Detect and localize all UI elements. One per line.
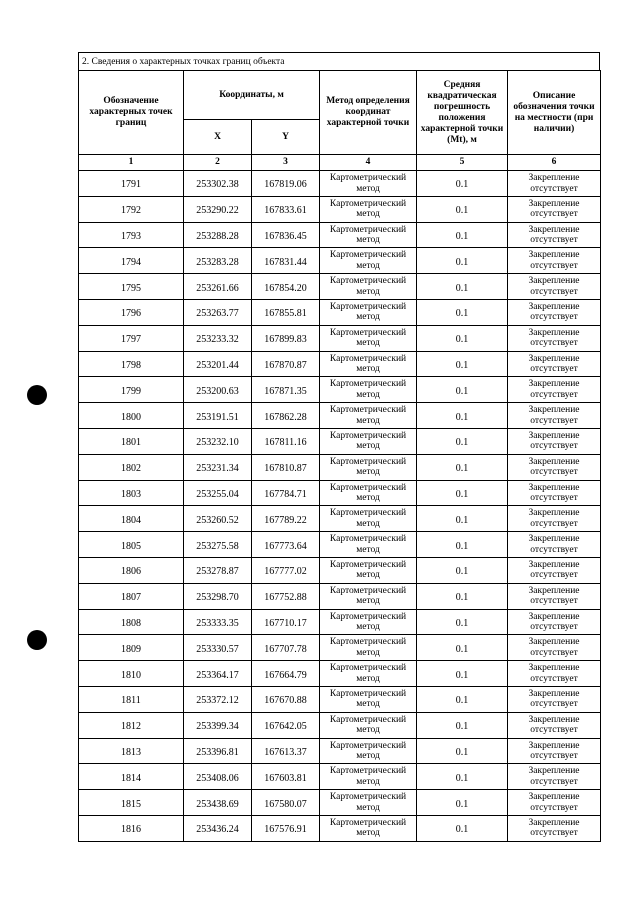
- description-cell: Закрепление отсутствует: [508, 299, 601, 325]
- y-coordinate-cell: 167870.87: [252, 351, 320, 377]
- point-cell: 1809: [79, 635, 184, 661]
- error-cell: 0.1: [417, 299, 508, 325]
- point-cell: 1807: [79, 583, 184, 609]
- table-row: [79, 351, 601, 377]
- x-coordinate-cell: 253364.17: [184, 661, 252, 687]
- error-cell: 0.1: [417, 196, 508, 222]
- x-coordinate-cell: 253201.44: [184, 351, 252, 377]
- x-coordinate-cell: 253396.81: [184, 738, 252, 764]
- method-cell: Картометрический метод: [320, 557, 417, 583]
- description-cell: Закрепление отсутствует: [508, 480, 601, 506]
- method-cell: Картометрический метод: [320, 351, 417, 377]
- error-cell: 0.1: [417, 764, 508, 790]
- x-coordinate-cell: 253399.34: [184, 712, 252, 738]
- point-cell: 1810: [79, 661, 184, 687]
- x-coordinate-cell: 253302.38: [184, 171, 252, 197]
- punch-hole: [27, 630, 47, 650]
- x-coordinate-cell: 253200.63: [184, 377, 252, 403]
- error-cell: 0.1: [417, 351, 508, 377]
- method-cell: Картометрический метод: [320, 248, 417, 274]
- table-row: [79, 299, 601, 325]
- y-coordinate-cell: 167707.78: [252, 635, 320, 661]
- table-row: [79, 583, 601, 609]
- point-cell: 1791: [79, 171, 184, 197]
- description-cell: Закрепление отсутствует: [508, 171, 601, 197]
- x-coordinate-cell: 253233.32: [184, 325, 252, 351]
- table-row: [79, 480, 601, 506]
- method-cell: Картометрический метод: [320, 815, 417, 841]
- y-coordinate-cell: 167836.45: [252, 222, 320, 248]
- table-row: [79, 274, 601, 300]
- description-cell: Закрепление отсутствует: [508, 686, 601, 712]
- x-coordinate-cell: 253438.69: [184, 790, 252, 816]
- y-coordinate-cell: 167603.81: [252, 764, 320, 790]
- error-cell: 0.1: [417, 609, 508, 635]
- point-cell: 1793: [79, 222, 184, 248]
- error-cell: 0.1: [417, 712, 508, 738]
- table-row: [79, 712, 601, 738]
- point-cell: 1792: [79, 196, 184, 222]
- point-cell: 1799: [79, 377, 184, 403]
- error-cell: 0.1: [417, 274, 508, 300]
- x-coordinate-cell: 253288.28: [184, 222, 252, 248]
- y-coordinate-cell: 167752.88: [252, 583, 320, 609]
- point-cell: 1802: [79, 454, 184, 480]
- y-coordinate-cell: 167862.28: [252, 403, 320, 429]
- error-cell: 0.1: [417, 557, 508, 583]
- x-coordinate-cell: 253275.58: [184, 532, 252, 558]
- error-cell: 0.1: [417, 532, 508, 558]
- boundary-points-table: [78, 70, 601, 842]
- method-cell: Картометрический метод: [320, 299, 417, 325]
- description-cell: Закрепление отсутствует: [508, 609, 601, 635]
- description-cell: Закрепление отсутствует: [508, 377, 601, 403]
- y-coordinate-cell: 167777.02: [252, 557, 320, 583]
- y-coordinate-cell: 167580.07: [252, 790, 320, 816]
- error-cell: 0.1: [417, 480, 508, 506]
- y-coordinate-cell: 167899.83: [252, 325, 320, 351]
- description-cell: Закрепление отсутствует: [508, 274, 601, 300]
- method-cell: Картометрический метод: [320, 222, 417, 248]
- error-cell: 0.1: [417, 738, 508, 764]
- error-cell: 0.1: [417, 583, 508, 609]
- error-cell: 0.1: [417, 454, 508, 480]
- table-row: [79, 377, 601, 403]
- table-row: [79, 403, 601, 429]
- punch-hole: [27, 385, 47, 405]
- y-coordinate-cell: 167833.61: [252, 196, 320, 222]
- y-coordinate-cell: 167789.22: [252, 506, 320, 532]
- description-cell: Закрепление отсутствует: [508, 403, 601, 429]
- y-coordinate-cell: 167642.05: [252, 712, 320, 738]
- column-number: 1: [79, 155, 184, 171]
- header-y: Y: [252, 120, 320, 155]
- error-cell: 0.1: [417, 248, 508, 274]
- description-cell: Закрепление отсутствует: [508, 351, 601, 377]
- table-row: [79, 815, 601, 841]
- point-cell: 1812: [79, 712, 184, 738]
- y-coordinate-cell: 167670.88: [252, 686, 320, 712]
- x-coordinate-cell: 253372.12: [184, 686, 252, 712]
- x-coordinate-cell: 253298.70: [184, 583, 252, 609]
- point-cell: 1814: [79, 764, 184, 790]
- description-cell: Закрепление отсутствует: [508, 738, 601, 764]
- column-number: 6: [508, 155, 601, 171]
- column-number: 3: [252, 155, 320, 171]
- description-cell: Закрепление отсутствует: [508, 248, 601, 274]
- method-cell: Картометрический метод: [320, 661, 417, 687]
- description-cell: Закрепление отсутствует: [508, 454, 601, 480]
- table-row: [79, 790, 601, 816]
- description-cell: Закрепление отсутствует: [508, 222, 601, 248]
- description-cell: Закрепление отсутствует: [508, 815, 601, 841]
- table-row: [79, 686, 601, 712]
- header-x: X: [184, 120, 252, 155]
- x-coordinate-cell: 253191.51: [184, 403, 252, 429]
- table-row: [79, 325, 601, 351]
- x-coordinate-cell: 253278.87: [184, 557, 252, 583]
- point-cell: 1805: [79, 532, 184, 558]
- table-row: [79, 609, 601, 635]
- method-cell: Картометрический метод: [320, 712, 417, 738]
- point-cell: 1803: [79, 480, 184, 506]
- description-cell: Закрепление отсутствует: [508, 532, 601, 558]
- table-row: [79, 506, 601, 532]
- y-coordinate-cell: 167871.35: [252, 377, 320, 403]
- table-row: [79, 738, 601, 764]
- column-number: 4: [320, 155, 417, 171]
- header-point: Обозначение характерных точек границ: [79, 71, 184, 155]
- x-coordinate-cell: 253263.77: [184, 299, 252, 325]
- x-coordinate-cell: 253408.06: [184, 764, 252, 790]
- document-section: [78, 52, 600, 842]
- point-cell: 1796: [79, 299, 184, 325]
- error-cell: 0.1: [417, 790, 508, 816]
- point-cell: 1795: [79, 274, 184, 300]
- x-coordinate-cell: 253260.52: [184, 506, 252, 532]
- description-cell: Закрепление отсутствует: [508, 196, 601, 222]
- method-cell: Картометрический метод: [320, 609, 417, 635]
- point-cell: 1794: [79, 248, 184, 274]
- header-coordinates: Координаты, м: [184, 71, 320, 120]
- x-coordinate-cell: 253231.34: [184, 454, 252, 480]
- x-coordinate-cell: 253255.04: [184, 480, 252, 506]
- point-cell: 1801: [79, 428, 184, 454]
- error-cell: 0.1: [417, 403, 508, 429]
- method-cell: Картометрический метод: [320, 428, 417, 454]
- error-cell: 0.1: [417, 222, 508, 248]
- error-cell: 0.1: [417, 171, 508, 197]
- x-coordinate-cell: 253261.66: [184, 274, 252, 300]
- column-number: 2: [184, 155, 252, 171]
- x-coordinate-cell: 253436.24: [184, 815, 252, 841]
- y-coordinate-cell: 167664.79: [252, 661, 320, 687]
- method-cell: Картометрический метод: [320, 764, 417, 790]
- table-row: [79, 171, 601, 197]
- header-error: Средняя квадратическая погрешность положения характерной точки (Mt), м: [417, 71, 508, 155]
- description-cell: Закрепление отсутствует: [508, 428, 601, 454]
- point-cell: 1806: [79, 557, 184, 583]
- error-cell: 0.1: [417, 661, 508, 687]
- table-row: [79, 764, 601, 790]
- table-row: [79, 635, 601, 661]
- description-cell: Закрепление отсутствует: [508, 583, 601, 609]
- method-cell: Картометрический метод: [320, 790, 417, 816]
- description-cell: Закрепление отсутствует: [508, 712, 601, 738]
- y-coordinate-cell: 167613.37: [252, 738, 320, 764]
- y-coordinate-cell: 167773.64: [252, 532, 320, 558]
- error-cell: 0.1: [417, 377, 508, 403]
- method-cell: Картометрический метод: [320, 686, 417, 712]
- method-cell: Картометрический метод: [320, 325, 417, 351]
- y-coordinate-cell: 167810.87: [252, 454, 320, 480]
- error-cell: 0.1: [417, 506, 508, 532]
- method-cell: Картометрический метод: [320, 532, 417, 558]
- y-coordinate-cell: 167784.71: [252, 480, 320, 506]
- table-row: [79, 661, 601, 687]
- error-cell: 0.1: [417, 686, 508, 712]
- method-cell: Картометрический метод: [320, 454, 417, 480]
- header-method: Метод определения координат характерной точки: [320, 71, 417, 155]
- x-coordinate-cell: 253232.10: [184, 428, 252, 454]
- table-row: [79, 428, 601, 454]
- error-cell: 0.1: [417, 635, 508, 661]
- description-cell: Закрепление отсутствует: [508, 790, 601, 816]
- method-cell: Картометрический метод: [320, 377, 417, 403]
- description-cell: Закрепление отсутствует: [508, 661, 601, 687]
- y-coordinate-cell: 167855.81: [252, 299, 320, 325]
- description-cell: Закрепление отсутствует: [508, 557, 601, 583]
- table-row: [79, 222, 601, 248]
- x-coordinate-cell: 253330.57: [184, 635, 252, 661]
- method-cell: Картометрический метод: [320, 506, 417, 532]
- point-cell: 1816: [79, 815, 184, 841]
- column-number: 5: [417, 155, 508, 171]
- section-caption: 2. Сведения о характерных точках границ объекта: [78, 52, 600, 70]
- point-cell: 1813: [79, 738, 184, 764]
- table-row: [79, 532, 601, 558]
- x-coordinate-cell: 253290.22: [184, 196, 252, 222]
- y-coordinate-cell: 167576.91: [252, 815, 320, 841]
- method-cell: Картометрический метод: [320, 583, 417, 609]
- description-cell: Закрепление отсутствует: [508, 635, 601, 661]
- y-coordinate-cell: 167710.17: [252, 609, 320, 635]
- y-coordinate-cell: 167831.44: [252, 248, 320, 274]
- y-coordinate-cell: 167854.20: [252, 274, 320, 300]
- method-cell: Картометрический метод: [320, 403, 417, 429]
- y-coordinate-cell: 167819.06: [252, 171, 320, 197]
- point-cell: 1811: [79, 686, 184, 712]
- table-row: [79, 248, 601, 274]
- header-description: Описание обозначения точки на местности (при наличии): [508, 71, 601, 155]
- table-row: [79, 196, 601, 222]
- point-cell: 1804: [79, 506, 184, 532]
- error-cell: 0.1: [417, 815, 508, 841]
- table-row: [79, 557, 601, 583]
- point-cell: 1808: [79, 609, 184, 635]
- point-cell: 1798: [79, 351, 184, 377]
- point-cell: 1800: [79, 403, 184, 429]
- method-cell: Картометрический метод: [320, 171, 417, 197]
- method-cell: Картометрический метод: [320, 738, 417, 764]
- description-cell: Закрепление отсутствует: [508, 764, 601, 790]
- method-cell: Картометрический метод: [320, 196, 417, 222]
- error-cell: 0.1: [417, 428, 508, 454]
- method-cell: Картометрический метод: [320, 274, 417, 300]
- y-coordinate-cell: 167811.16: [252, 428, 320, 454]
- error-cell: 0.1: [417, 325, 508, 351]
- table-row: [79, 454, 601, 480]
- point-cell: 1797: [79, 325, 184, 351]
- description-cell: Закрепление отсутствует: [508, 506, 601, 532]
- method-cell: Картометрический метод: [320, 635, 417, 661]
- point-cell: 1815: [79, 790, 184, 816]
- x-coordinate-cell: 253333.35: [184, 609, 252, 635]
- method-cell: Картометрический метод: [320, 480, 417, 506]
- x-coordinate-cell: 253283.28: [184, 248, 252, 274]
- description-cell: Закрепление отсутствует: [508, 325, 601, 351]
